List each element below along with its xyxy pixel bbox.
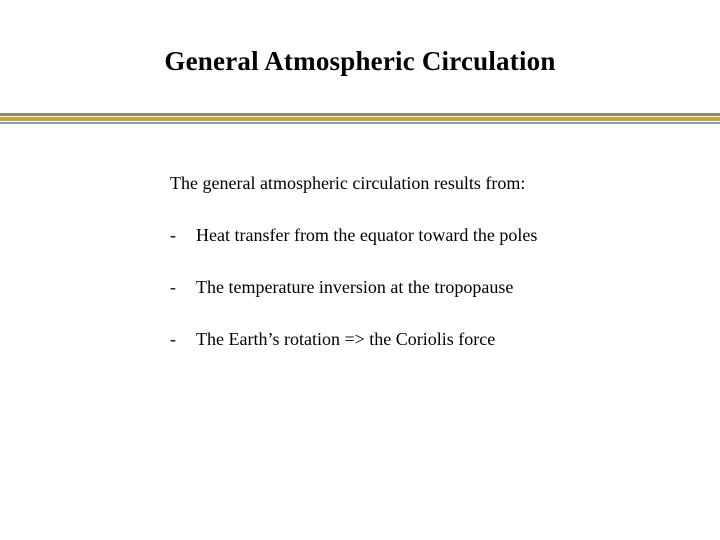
slide-title: General Atmospheric Circulation [164,46,556,76]
intro-text: The general atmospheric circulation results from: [170,173,526,193]
title-divider-gold [0,117,720,121]
bullet-text: Heat transfer from the equator toward the poles [196,225,538,245]
bullet-dash: - [170,329,176,349]
bullet-dash: - [170,225,176,245]
bullet-text: The temperature inversion at the tropopause [196,277,514,297]
bullet-text: The Earth’s rotation => the Coriolis force [196,329,496,349]
bullet-dash: - [170,277,176,297]
title-divider-blue [0,122,720,124]
title-divider-dark [0,113,720,116]
